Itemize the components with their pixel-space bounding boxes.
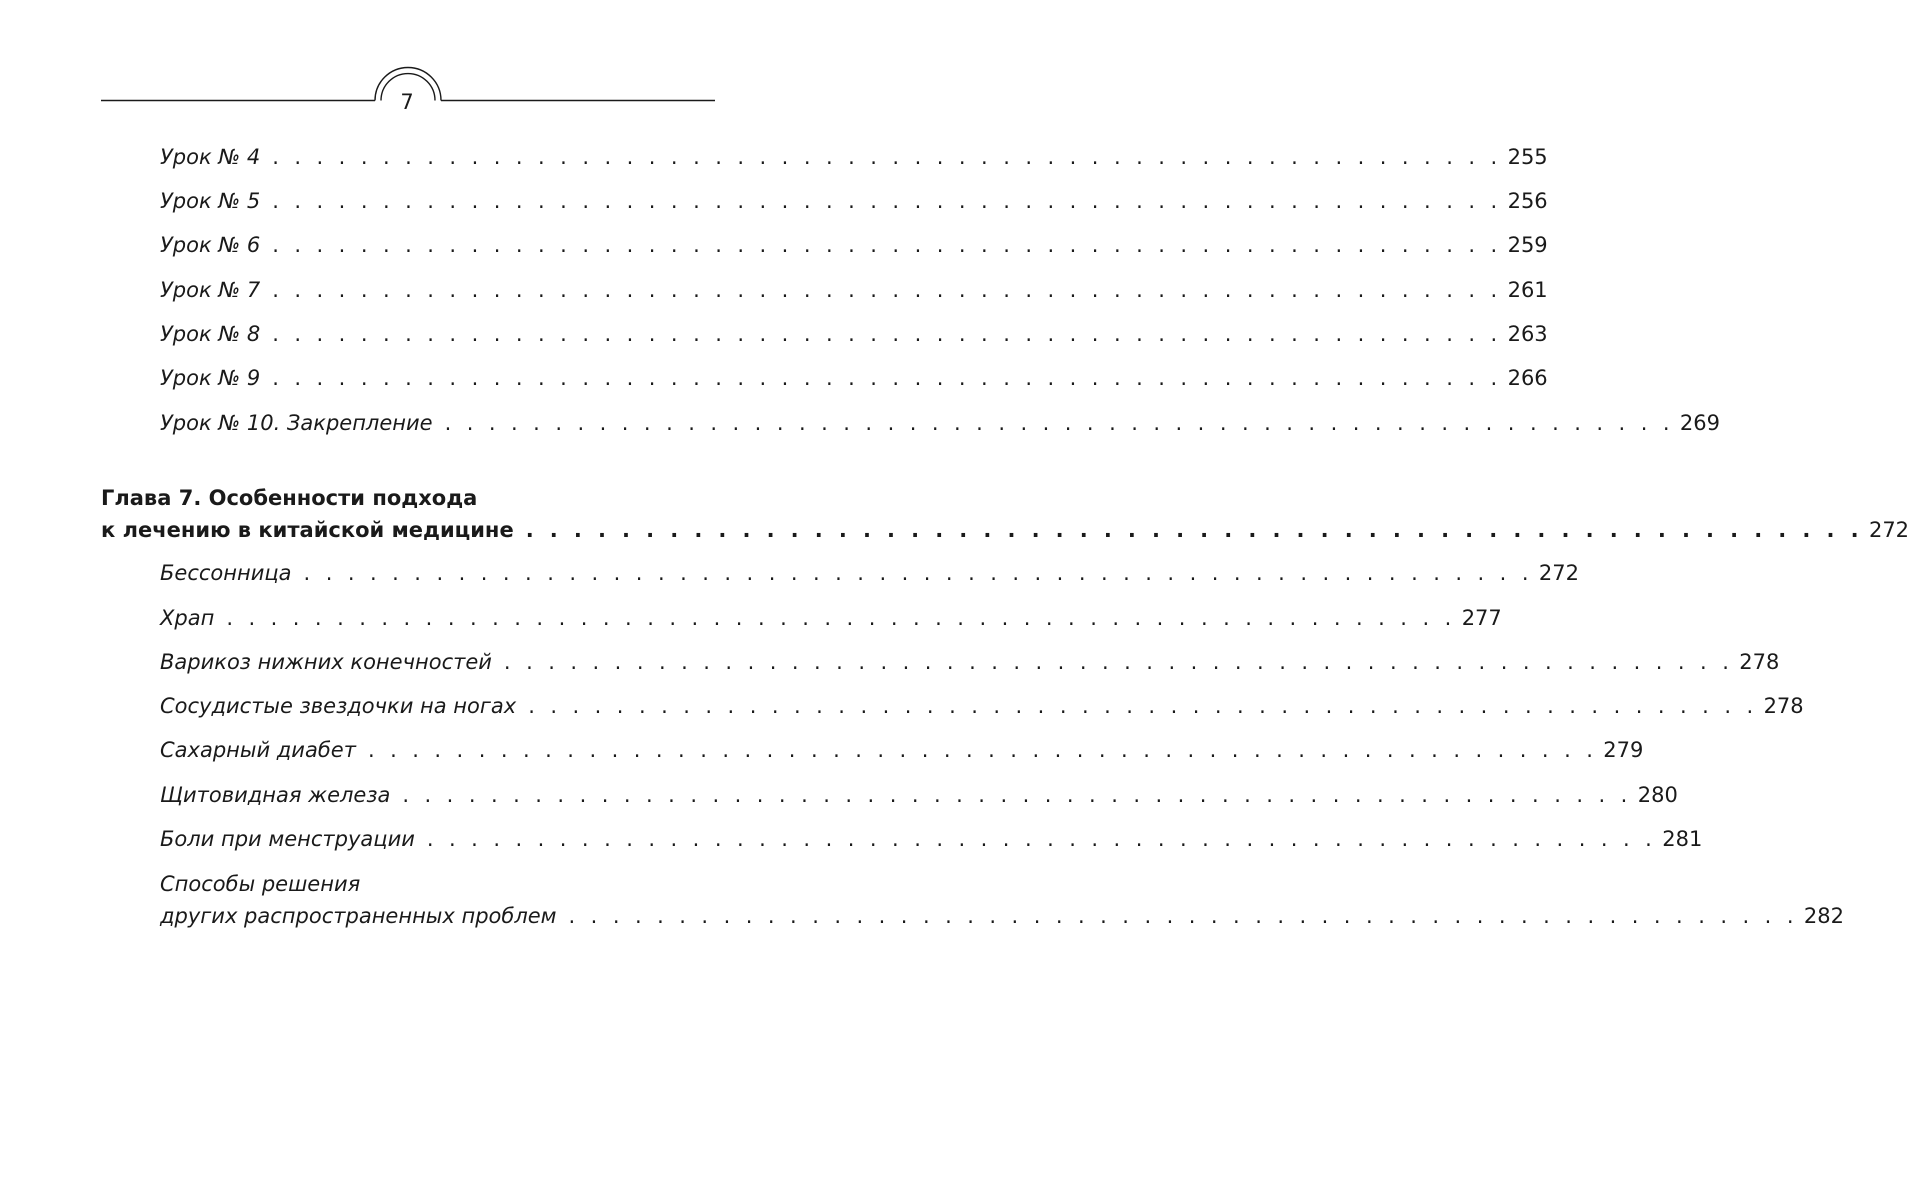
dot-leader: . . . . . . . . . . . . . . . . . . . . . . . . . . . . . . . . . . . . . . . . . . . . . . . . . . . . . . . . — [272, 278, 1502, 302]
chapter-title-line-1: Глава 7. Особенности подхода — [101, 486, 478, 510]
entry-title: Бессонница — [160, 561, 292, 585]
entry-title: Урок № 10. Закрепление — [160, 411, 433, 435]
entry-page-number: 281 — [1662, 827, 1703, 851]
entry-page-number: 278 — [1739, 650, 1780, 674]
entry-title: Храп — [160, 606, 215, 630]
dot-leader: . . . . . . . . . . . . . . . . . . . . . . . . . . . . . . . . . . . . . . . . . . . . . . . . . . . . . . . . — [528, 694, 1758, 718]
entry-title: Урок № 7 — [160, 278, 261, 302]
toc-entry-insomnia[interactable] — [160, 557, 1579, 589]
toc-entry-other-problems[interactable] — [160, 868, 1844, 932]
entry-title: Урок № 9 — [160, 366, 261, 390]
entry-title: Урок № 6 — [160, 233, 261, 257]
toc-entry-diabetes[interactable] — [160, 734, 1644, 766]
dot-leader: . . . . . . . . . . . . . . . . . . . . . . . . . . . . . . . . . . . . . . . . . . . . . . . . . . . . . . . . — [272, 366, 1502, 390]
entry-title: Боли при менструации — [160, 827, 415, 851]
entry-title: Щитовидная железа — [160, 783, 391, 807]
dot-leader: . . . . . . . . . . . . . . . . . . . . . . . . . . . . . . . . . . . . . . . . . . . . . . . . . . . . . . . . — [367, 738, 1598, 762]
entry-page-number: 261 — [1507, 278, 1548, 302]
toc-entry-chapter-7[interactable] — [101, 482, 1909, 546]
toc-entry-lesson-10[interactable] — [160, 407, 1721, 439]
toc-entry-lesson-7[interactable] — [160, 274, 1548, 306]
entry-page-number: 259 — [1507, 233, 1548, 257]
dot-leader: . . . . . . . . . . . . . . . . . . . . . . . . . . . . . . . . . . . . . . . . . . . . . . . . . . . . . . . . — [303, 561, 1533, 585]
entry-page-number: 266 — [1507, 366, 1548, 390]
entry-title: Урок № 8 — [160, 322, 261, 346]
entry-page-number: 272 — [1538, 561, 1579, 585]
toc-entry-lesson-8[interactable] — [160, 318, 1548, 350]
entry-page-number: 269 — [1679, 411, 1721, 435]
dot-leader: . . . . . . . . . . . . . . . . . . . . . . . . . . . . . . . . . . . . . . . . . . . . . . . . . . . . . . . . — [426, 827, 1657, 851]
toc-entry-lesson-5[interactable] — [160, 185, 1548, 217]
entry-page-number: 255 — [1507, 145, 1548, 169]
dot-leader: . . . . . . . . . . . . . . . . . . . . . . . . . . . . . . . . . . . . . . . . . . . . . . . . . . . . . . . . — [272, 233, 1502, 257]
entry-page-number: 263 — [1507, 322, 1548, 346]
entry-page-number: 256 — [1507, 189, 1548, 213]
dot-leader: . . . . . . . . . . . . . . . . . . . . . . . . . . . . . . . . . . . . . . . . . . . . . . . . . . . . . . . . — [444, 411, 1674, 435]
dot-leader: . . . . . . . . . . . . . . . . . . . . . . . . . . . . . . . . . . . . . . . . . . . . . . . . . . . . . . . . — [272, 322, 1502, 346]
chapter-title-line-2: к лечению в китайской медицине — [101, 518, 514, 542]
dot-leader: . . . . . . . . . . . . . . . . . . . . . . . . . . . . . . . . . . . . . . . . . . . . . . . . . . . . . . . . — [226, 606, 1456, 630]
entry-page-number: 280 — [1637, 783, 1678, 807]
entry-title: Урок № 5 — [160, 189, 261, 213]
dot-leader: . . . . . . . . . . . . . . . . . . . . . . . . . . . . . . . . . . . . . . . . . . . . . . . . . . . . . . . . — [503, 650, 1734, 674]
dot-leader: . . . . . . . . . . . . . . . . . . . . . . . . . . . . . . . . . . . . . . . . . . . . . . . . . . . . . . . . — [272, 145, 1502, 169]
entry-title-line-2: других распространенных проблем — [160, 904, 557, 928]
entry-page-number: 272 — [1868, 518, 1909, 542]
dot-leader: . . . . . . . . . . . . . . . . . . . . . . . . . . . . . . . . . . . . . . . . . . . . . . . . . . . . . . . . — [272, 189, 1502, 213]
entry-page-number: 279 — [1603, 738, 1644, 762]
toc-entry-thyroid[interactable] — [160, 779, 1678, 811]
toc-entry-lesson-9[interactable] — [160, 362, 1548, 394]
entry-title: Сахарный диабет — [160, 738, 356, 762]
entry-title: Сосудистые звездочки на ногах — [160, 694, 517, 718]
dot-leader: . . . . . . . . . . . . . . . . . . . . . . . . . . . . . . . . . . . . . . . . . . . . . . . . . . . . . . . . — [568, 904, 1798, 928]
toc-entry-menstrual-pain[interactable] — [160, 823, 1703, 855]
dot-leader: . . . . . . . . . . . . . . . . . . . . . . . . . . . . . . . . . . . . . . . . . . . . . . . . . . . . . . . . — [525, 518, 1863, 542]
dot-leader: . . . . . . . . . . . . . . . . . . . . . . . . . . . . . . . . . . . . . . . . . . . . . . . . . . . . . . . . — [402, 783, 1632, 807]
entry-page-number: 282 — [1803, 904, 1844, 928]
toc-entry-snoring[interactable] — [160, 602, 1502, 634]
entry-page-number: 277 — [1461, 606, 1502, 630]
toc-entry-lesson-6[interactable] — [160, 229, 1548, 261]
entry-title: Варикоз нижних конечностей — [160, 650, 492, 674]
page-header — [0, 0, 815, 120]
toc-entry-lesson-4[interactable] — [160, 141, 1548, 173]
page-number: 7 — [400, 90, 414, 114]
toc-entry-spider-veins[interactable] — [160, 690, 1804, 722]
entry-page-number: 278 — [1763, 694, 1804, 718]
toc-entry-varicose[interactable] — [160, 646, 1780, 678]
entry-title-line-1: Способы решения — [160, 872, 361, 896]
entry-title: Урок № 4 — [160, 145, 261, 169]
